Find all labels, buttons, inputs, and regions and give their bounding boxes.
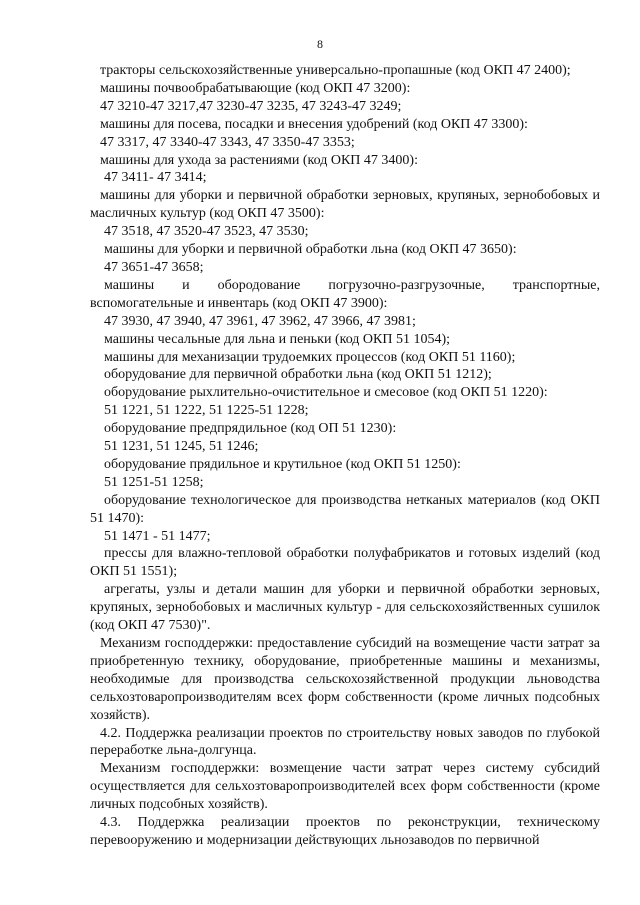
list-item-spinning-equipment: оборудование прядильное и крутильное (код ОКП 51 1250): xyxy=(104,456,461,472)
list-item-nonwoven-equipment: оборудование технологическое для производства нетканых материалов (код ОКП 51 1470): xyxy=(90,492,600,526)
list-item-cleaning-equipment: оборудование рыхлительно-очистительное и смесовое (код ОКП 51 1220): xyxy=(104,385,548,401)
code-range: 51 1471 - 51 1477; xyxy=(104,528,211,544)
code-range: 47 3210-47 3217,47 3230-47 3235, 47 3243-47 3249; xyxy=(100,98,402,114)
code-range: 51 1221, 51 1222, 51 1225-51 1228; xyxy=(104,403,309,419)
paragraph-support-mechanism: Механизм господдержки: предоставление субсидий на возмещение части затрат за приобретенную технику, оборудование, приобретенные машины и механизмы, необходимые для производства сельскохозяйственной продукции льноводства сельхозтоваропроизводителям всех форм собственности (кроме личных подсобных хозяйств). xyxy=(90,636,600,723)
list-item-plant-care-machines: машины для ухода за растениями (код ОКП 47 3400): xyxy=(100,152,418,168)
code-range: 47 3930, 47 3940, 47 3961, 47 3962, 47 3966, 47 3981; xyxy=(104,313,416,329)
code-range: 51 1231, 51 1245, 51 1246; xyxy=(104,439,259,455)
list-item-tractors: тракторы сельскохозяйственные универсально-пропашные (код ОКП 47 2400); xyxy=(100,63,571,78)
list-item-sowing-machines: машины для посева, посадки и внесения удобрений (код ОКП 47 3300): xyxy=(100,116,528,132)
list-item-mechanization-machines: машины для механизации трудоемких процессов (код ОКП 51 1160); xyxy=(104,349,516,365)
list-item-soil-machines: машины почвообрабатывающие (код ОКП 47 3200): xyxy=(100,80,411,96)
list-item-flax-harvest-machines: машины для уборки и первичной обработки льна (код ОКП 47 3650): xyxy=(104,242,517,258)
document-body xyxy=(90,62,600,850)
code-range: 51 1251-51 1258; xyxy=(104,474,204,490)
code-range: 47 3317, 47 3340-47 3343, 47 3350-47 3353; xyxy=(100,134,355,150)
list-item-presses: прессы для влажно-тепловой обработки полуфабрикатов и готовых изделий (код ОКП 51 1551); xyxy=(90,546,600,580)
page-number: 8 xyxy=(317,37,323,51)
paragraph-support-mechanism-2: Механизм господдержки: возмещение части затрат через систему субсидий осуществляется для сельхозтоваропроизводителей всех форм собственности (кроме личных подсобных хозяйств). xyxy=(90,761,600,813)
list-item-flax-processing-equipment: оборудование для первичной обработки льна (код ОКП 51 1212); xyxy=(104,367,492,383)
code-range: 47 3651-47 3658; xyxy=(104,259,204,275)
list-item-loading-equipment: машины и обородование погрузочно-разгрузочные, транспортные, вспомогательные и инвентарь (код ОКП 47 3900): xyxy=(90,277,600,311)
list-item-grain-harvest-machines: машины для уборки и первичной обработки зерновых, крупяных, зернобобовых и масличных культур (код ОКП 47 3500): xyxy=(90,188,600,222)
list-item-prespinning-equipment: оборудование предпрядильное (код ОП 51 1230): xyxy=(104,421,397,437)
list-item-parts-for-dryers: агрегаты, узлы и детали машин для уборки и первичной обработки зерновых, крупяных, зернобобовых и масличных культур - для сельскохозяйственных сушилок (код ОКП 47 7530)". xyxy=(90,582,600,634)
paragraph-section-4-3: 4.3. Поддержка реализации проектов по реконструкции, техническому перевооружению и модернизации действующих льнозаводов по первичной xyxy=(90,815,600,848)
code-range: 47 3411- 47 3414; xyxy=(104,170,207,186)
code-range: 47 3518, 47 3520-47 3523, 47 3530; xyxy=(104,224,309,240)
paragraph-section-4-2: 4.2. Поддержка реализации проектов по строительству новых заводов по глубокой переработке льна-долгунца. xyxy=(90,725,600,759)
list-item-combing-machines: машины чесальные для льна и пеньки (код ОКП 51 1054); xyxy=(104,331,451,347)
